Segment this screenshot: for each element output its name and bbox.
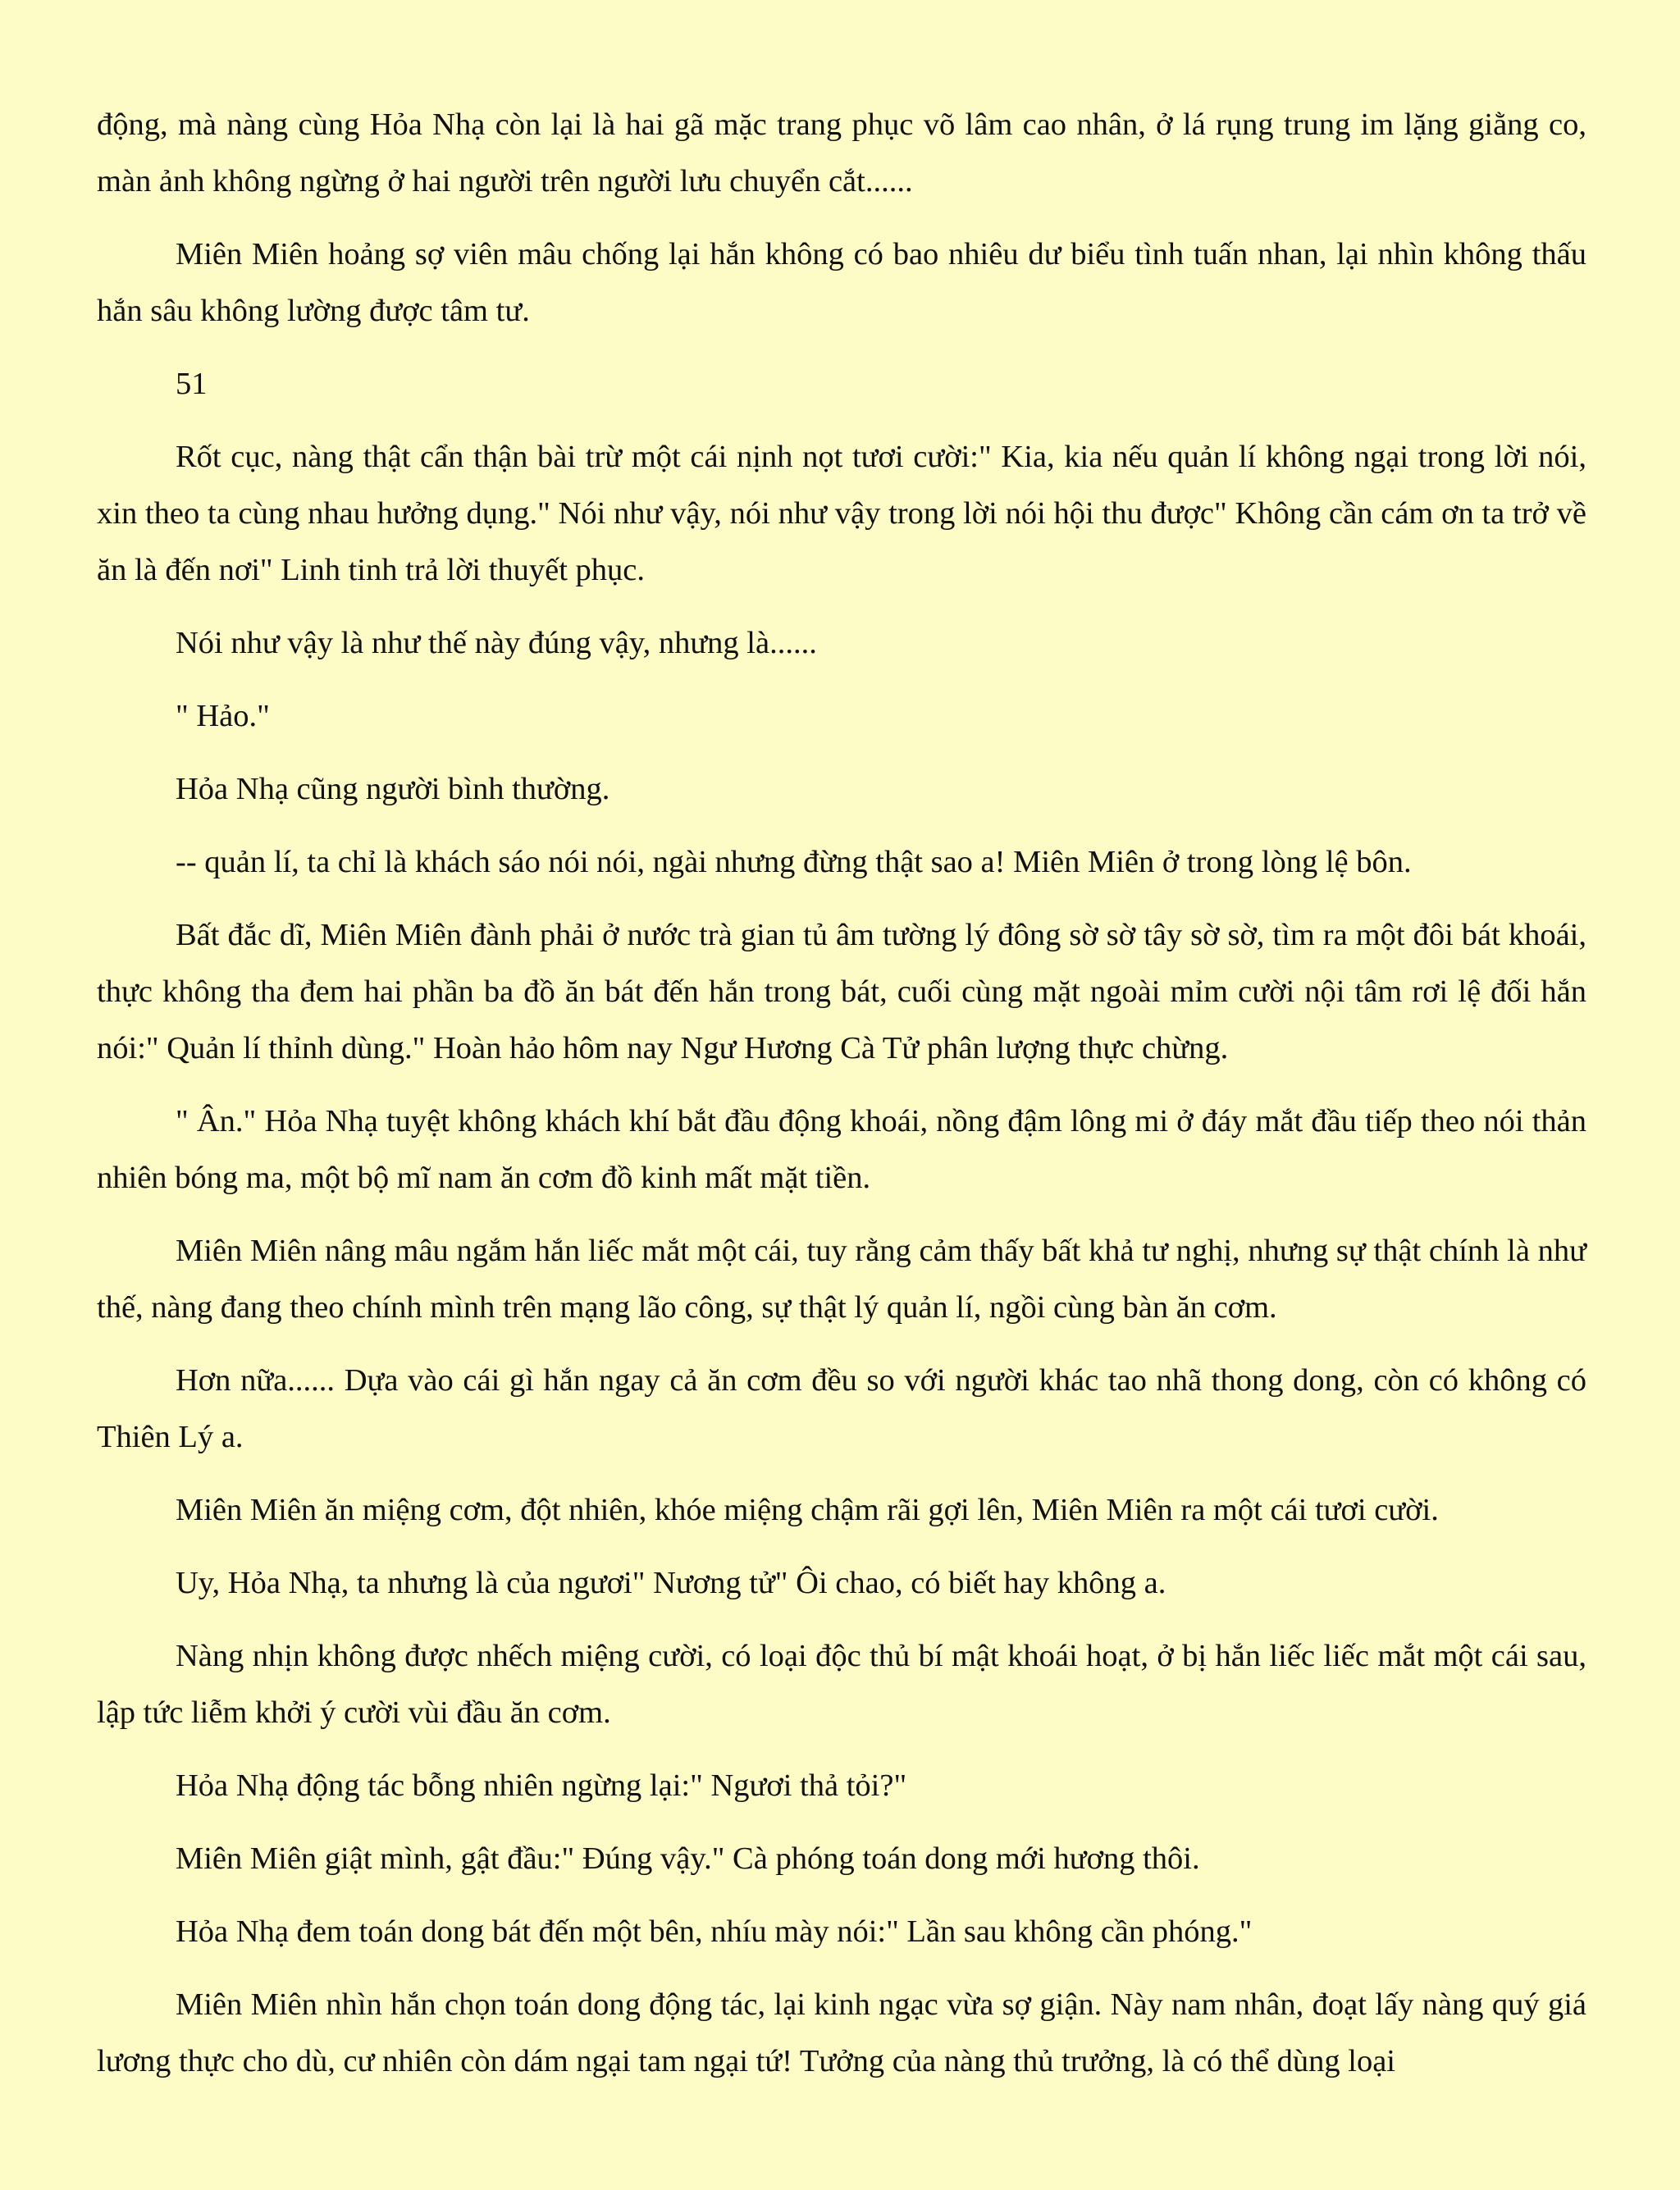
paragraph: " Hảo." (176, 699, 270, 733)
chapter-number: 51 (176, 367, 208, 401)
paragraph: Uy, Hỏa Nhạ, ta nhưng là của ngươi" Nương tử" Ôi chao, có biết hay không a. (176, 1566, 1166, 1600)
paragraph: " Ân." Hỏa Nhạ tuyệt không khách khí bắt đầu động khoái, nồng đậm lông mi ở đáy mắt đầu tiếp theo nói thản nhiên bóng ma, một bộ mĩ nam ăn cơm đồ kinh mất mặt tiền. (97, 1104, 1586, 1195)
paragraph: Hỏa Nhạ động tác bỗng nhiên ngừng lại:" Ngươi thả tỏi?" (176, 1768, 907, 1803)
paragraph: Miên Miên nhìn hắn chọn toán dong động tác, lại kinh ngạc vừa sợ giận. Này nam nhân, đoạt lấy nàng quý giá lương thực cho dù, cư nhiên còn dám ngại tam ngại tứ! Tưởng của nàng thủ trưởng, là có thể dùng loại (97, 1987, 1586, 2078)
document-page (97, 97, 1586, 2090)
paragraph: Hỏa Nhạ đem toán dong bát đến một bên, nhíu mày nói:" Lần sau không cần phóng." (176, 1914, 1253, 1949)
paragraph: Hơn nữa...... Dựa vào cái gì hắn ngay cả ăn cơm đều so với người khác tao nhã thong dong, còn có không có Thiên Lý a. (97, 1363, 1586, 1454)
paragraph: Miên Miên hoảng sợ viên mâu chống lại hắn không có bao nhiêu dư biểu tình tuấn nhan, lại nhìn không thấu hắn sâu không lường được tâm tư. (97, 237, 1586, 328)
paragraph: Nói như vậy là như thế này đúng vậy, nhưng là...... (176, 626, 817, 660)
paragraph: Rốt cục, nàng thật cẩn thận bài trừ một cái nịnh nọt tươi cười:" Kia, kia nếu quản lí không ngại trong lời nói, xin theo ta cùng nhau hưởng dụng." Nói như vậy, nói như vậy trong lời nói hội thu được" Không cần cám ơn ta trở về ăn là đến nơi" Linh tinh trả lời thuyết phục. (97, 440, 1586, 587)
paragraph: Hỏa Nhạ cũng người bình thường. (176, 772, 610, 806)
paragraph: Miên Miên ăn miệng cơm, đột nhiên, khóe miệng chậm rãi gợi lên, Miên Miên ra một cái tươi cười. (176, 1493, 1439, 1527)
paragraph: Nàng nhịn không được nhếch miệng cười, có loại độc thủ bí mật khoái hoạt, ở bị hắn liếc liếc mắt một cái sau, lập tức liễm khởi ý cười vùi đầu ăn cơm. (97, 1639, 1586, 1730)
paragraph: Miên Miên giật mình, gật đầu:" Đúng vậy." Cà phóng toán dong mới hương thôi. (176, 1841, 1200, 1876)
paragraph: Miên Miên nâng mâu ngắm hắn liếc mắt một cái, tuy rằng cảm thấy bất khả tư nghị, nhưng sự thật chính là như thế, nàng đang theo chính mình trên mạng lão công, sự thật lý quản lí, ngồi cùng bàn ăn cơm. (97, 1234, 1586, 1325)
paragraph: Bất đắc dĩ, Miên Miên đành phải ở nước trà gian tủ âm tường lý đông sờ sờ tây sờ sờ, tìm ra một đôi bát khoái, thực không tha đem hai phần ba đồ ăn bát đến hắn trong bát, cuối cùng mặt ngoài mỉm cười nội tâm rơi lệ đối hắn nói:" Quản lí thỉnh dùng." Hoàn hảo hôm nay Ngư Hương Cà Tử phân lượng thực chừng. (97, 918, 1586, 1065)
paragraph: -- quản lí, ta chỉ là khách sáo nói nói, ngài nhưng đừng thật sao a! Miên Miên ở trong lòng lệ bôn. (176, 845, 1412, 879)
paragraph-continued: động, mà nàng cùng Hỏa Nhạ còn lại là hai gã mặc trang phục võ lâm cao nhân, ở lá rụng trung im lặng giằng co, màn ảnh không ngừng ở hai người trên người lưu chuyển cắt...... (97, 107, 1586, 198)
